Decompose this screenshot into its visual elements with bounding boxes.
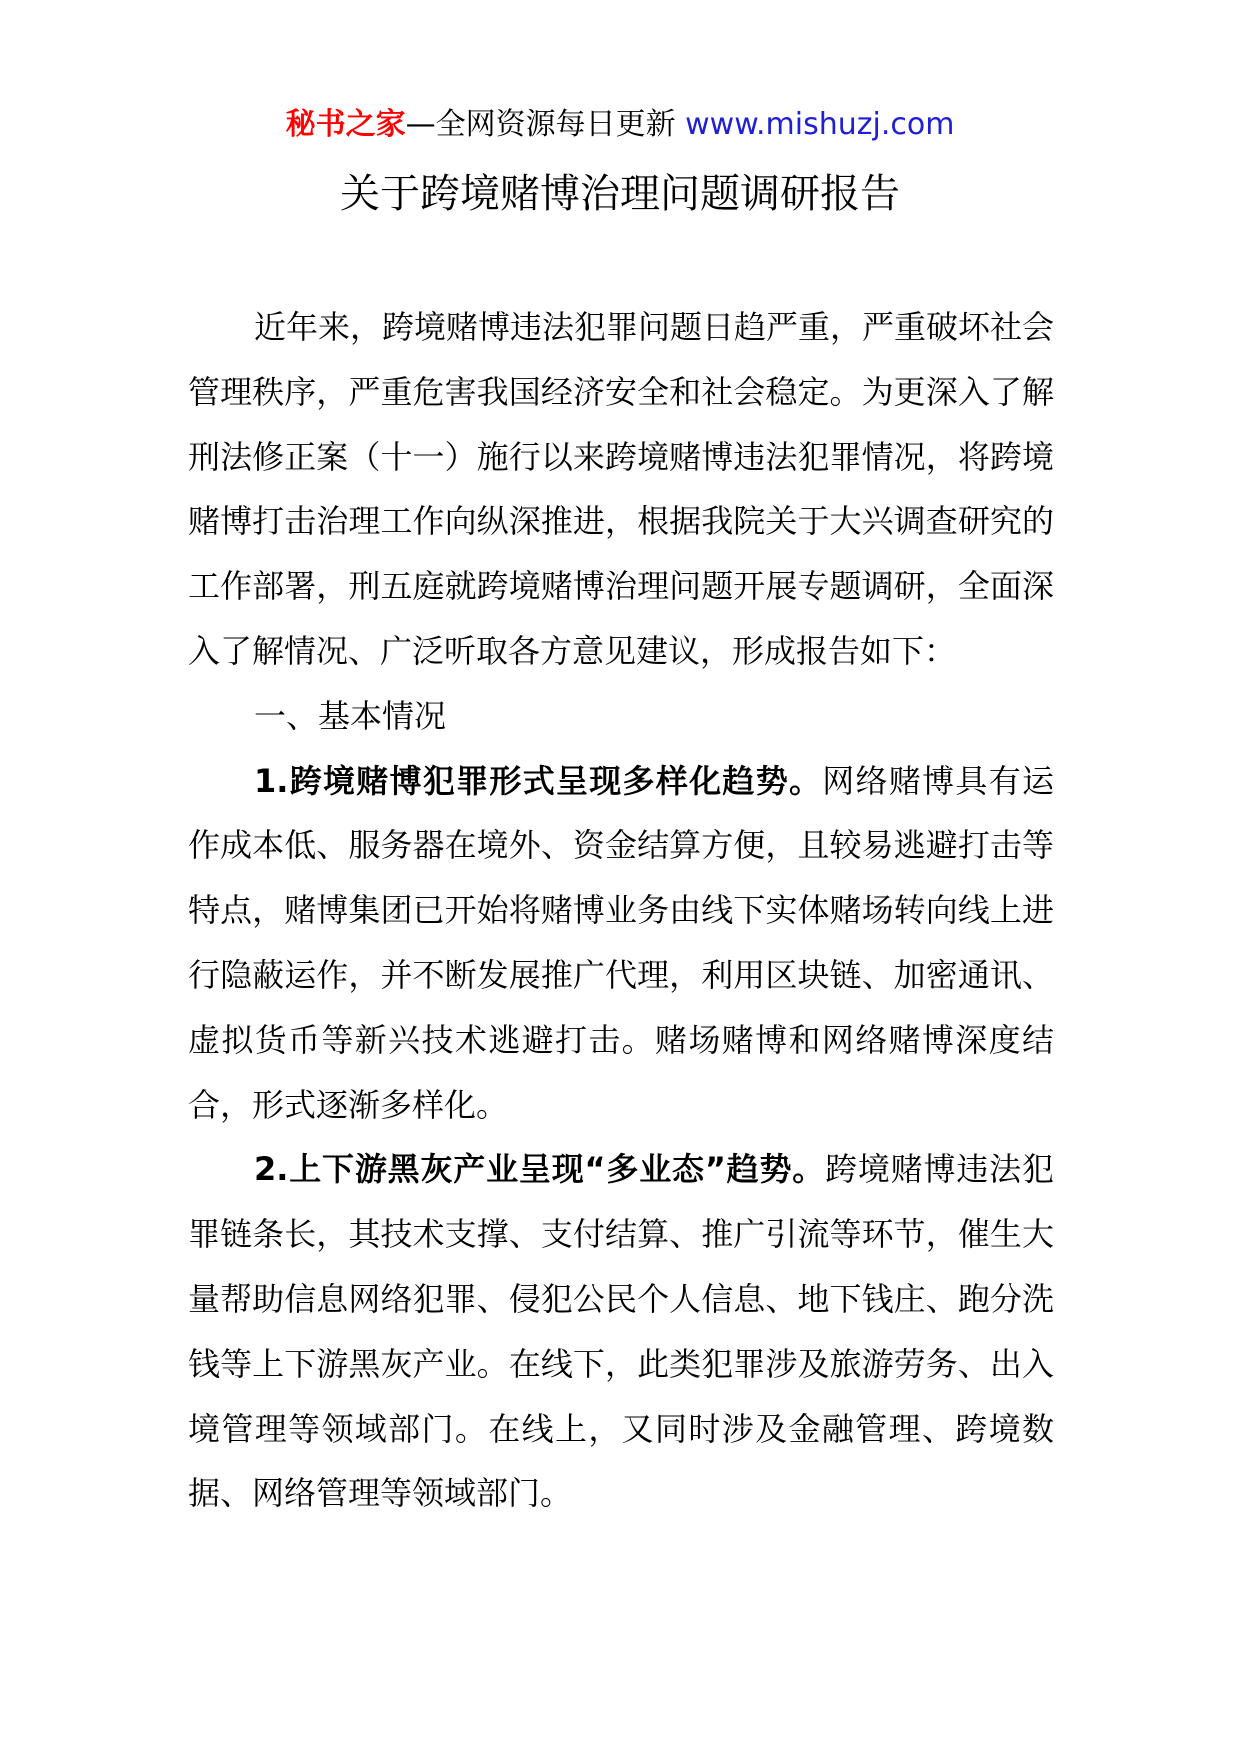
document-title: 关于跨境赌博治理问题调研报告 — [340, 171, 900, 217]
section-heading-basic-situation: 一、基本情况 — [254, 696, 447, 735]
document-body — [188, 295, 1054, 1526]
point-1-lead: 1.跨境赌博犯罪形式呈现多样化趋势。 — [254, 761, 823, 800]
point-2-paragraph — [188, 1137, 1054, 1526]
point-2-lead: 2.上下游黑灰产业呈现“多业态”趋势。 — [254, 1150, 826, 1189]
point-1-paragraph — [188, 749, 1054, 1138]
site-brand: 秘书之家 — [285, 107, 406, 142]
site-header — [0, 103, 1240, 147]
site-url-link[interactable]: www.mishuzj.com — [685, 107, 955, 142]
point-1-body: 网络赌博具有运作成本低、服务器在境外、资金结算方便，且较易逃避打击等特点，赌博集团已开始将赌博业务由线下实体赌场转向线上进行隐蔽运作，并不断发展推广代理，利用区块链、加密通讯、虚拟货币等新兴技术逃避打击。赌场赌博和网络赌博深度结合，形式逐渐多样化。 — [188, 761, 1054, 1124]
intro-paragraph: 近年来，跨境赌博违法犯罪问题日趋严重，严重破坏社会管理秩序，严重危害我国经济安全和社会稳定。为更深入了解刑法修正案（十一）施行以来跨境赌博违法犯罪情况，将跨境赌博打击治理工作向纵深推进，根据我院关于大兴调查研究的工作部署，刑五庭就跨境赌博治理问题开展专题调研，全面深入了解情况、广泛听取各方意见建议，形成报告如下： — [188, 308, 1055, 670]
site-tagline: —全网资源每日更新 — [405, 107, 676, 142]
point-2-body: 跨境赌博违法犯罪链条长，其技术支撑、支付结算、推广引流等环节，催生大量帮助信息网络犯罪、侵犯公民个人信息、地下钱庄、跑分洗钱等上下游黑灰产业。在线下，此类犯罪涉及旅游劳务、出入境管理等领域部门。在线上，又同时涉及金融管理、跨境数据、网络管理等领域部门。 — [188, 1150, 1054, 1513]
